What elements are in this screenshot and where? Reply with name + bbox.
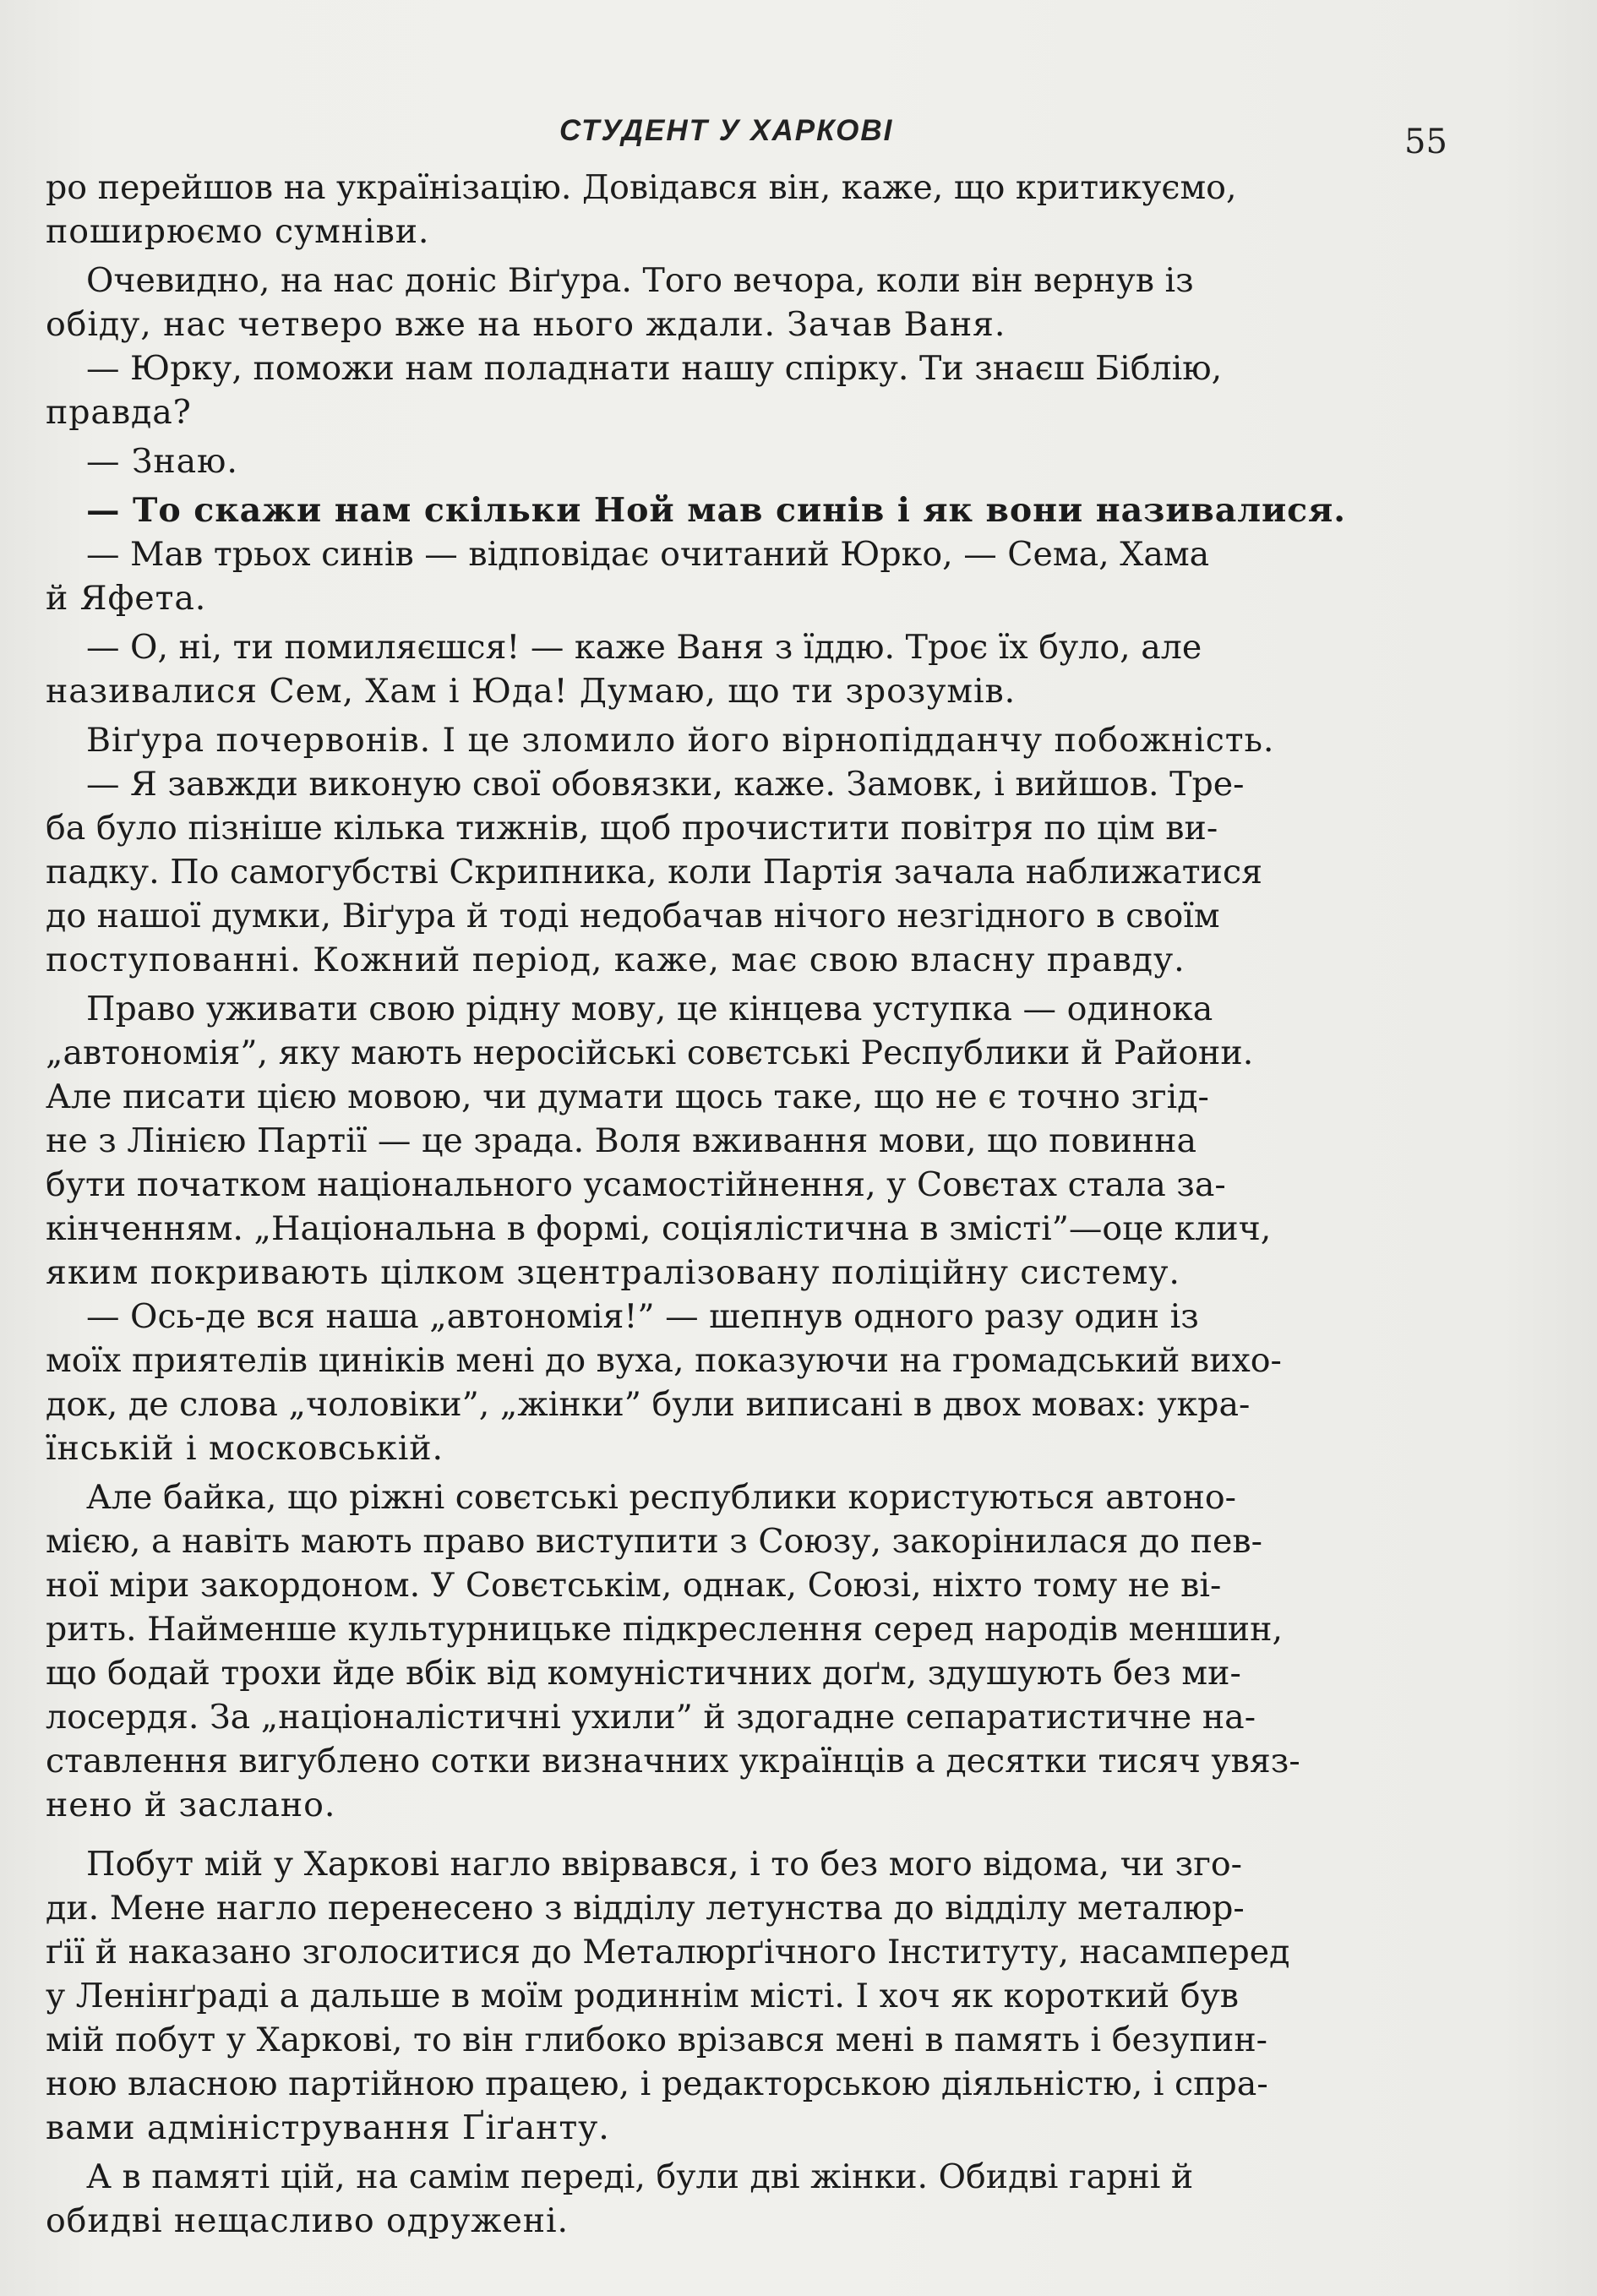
text-line: поступованні. Кожний період, каже, має свою власну правду. (46, 941, 1185, 979)
text-line: ди. Мене нагло перенесено з відділу летунства до відділу металюр- (46, 1889, 1245, 1928)
text-line: поширюємо сумніви. (46, 212, 430, 251)
text-line: — Ось-де вся наша „автономія!” — шепнув одного разу один із (86, 1297, 1199, 1336)
text-line: ґії й наказано зголоситися до Металюрґічного Інституту, насамперед (46, 1933, 1290, 1972)
text-line: називалися Сем, Хам і Юда! Думаю, що ти зрозумів. (46, 672, 1017, 711)
text-line: — Я завжди виконую свої обовязки, каже. Замовк, і вийшов. Тре- (86, 765, 1245, 804)
text-line: вами адміністрування Ґіґанту. (46, 2108, 610, 2147)
text-line: рить. Найменше культурницьке підкреслення серед народів меншин, (46, 1610, 1284, 1649)
text-line: — Юрку, поможи нам поладнати нашу спірку. Ти знаєш Біблію, (86, 349, 1223, 388)
text-line: й Яфета. (46, 579, 207, 618)
text-line: мією, а навіть мають право виступити з Союзу, закорінилася до пев- (46, 1522, 1262, 1561)
text-line: — Мав трьох синів — відповідає очитаний Юрко, — Сема, Хама (86, 535, 1210, 574)
text-line: док, де слова „чоловіки”, „жінки” були виписані в двох мовах: укра- (46, 1385, 1251, 1424)
text-line: ро перейшов на українізацію. Довідався він, каже, що критикуємо, (46, 168, 1237, 207)
text-line: не з Лінією Партії — це зрада. Воля вживання мови, що повинна (46, 1121, 1196, 1160)
text-line: Право уживати свою рідну мову, це кінцева уступка — одинока (86, 990, 1213, 1028)
text-line: ставлення вигублено сотки визначних українців а десятки тисяч увяз- (46, 1742, 1300, 1781)
text-line: — О, ні, ти помиляєшся! — каже Ваня з їддю. Троє їх було, але (86, 628, 1202, 667)
text-line: „автономія”, яку мають неросійські совєтські Республики й Райони. (46, 1033, 1254, 1072)
text-line: моїх приятелів циніків мені до вуха, показуючи на громадський вихо- (46, 1341, 1282, 1380)
text-line: Але байка, що ріжні совєтські республики користуються автоно- (86, 1478, 1237, 1517)
page-number: 55 (1404, 123, 1447, 161)
text-line: яким покривають цілком зцентралізовану поліційну систему. (46, 1253, 1180, 1292)
text-line: ної міри закордоном. У Совєтськім, однак, Союзі, ніхто тому не ві- (46, 1566, 1222, 1605)
body-text (46, 166, 1440, 2243)
text-line: кінченням. „Національна в формі, соціялістична в змісті”—оце клич, (46, 1209, 1272, 1248)
running-title: СТУДЕНТ У ХАРКОВІ (559, 114, 894, 147)
text-line: обидві нещасливо одружені. (46, 2201, 569, 2240)
text-line: їнській і московській. (46, 1429, 444, 1468)
text-line: падку. По самогубстві Скрипника, коли Партія зачала наближатися (46, 853, 1262, 892)
text-line: Очевидно, на нас доніс Віґура. Того вечора, коли він вернув із (86, 261, 1194, 300)
text-line: що бодай трохи йде вбік від комуністичних доґм, здушують без ми- (46, 1654, 1241, 1693)
text-line: обіду, нас четверо вже на нього ждали. Зачав Ваня. (46, 305, 1006, 344)
text-line: правда? (46, 393, 192, 432)
text-line: Віґура почервонів. І це зломило його вірнопідданчу побожність. (86, 721, 1275, 760)
text-line: лосердя. За „націоналістичні ухили” й здогадне сепаратистичне на- (46, 1698, 1256, 1737)
text-line: А в памяті цій, на самім переді, були дві жінки. Обидві гарні й (86, 2157, 1194, 2196)
page-header (0, 114, 1597, 165)
text-line: ба було пізніше кілька тижнів, щоб прочистити повітря по цім ви- (46, 809, 1218, 848)
text-line: до нашої думки, Віґура й тоді недобачав нічого незгідного в своїм (46, 897, 1220, 935)
text-line: бути початком національного усамостійнення, у Совєтах стала за- (46, 1165, 1226, 1204)
text-line: — То скажи нам скільки Ной мав синів і як вони називалися. (86, 491, 1346, 530)
text-line: мій побут у Харкові, то він глибоко врізався мені в память і безупин- (46, 2021, 1268, 2059)
text-line: Побут мій у Харкові нагло ввірвався, і то без мого відома, чи зго- (86, 1845, 1243, 1884)
text-line: у Ленінґраді а дальше в моїм родиннім місті. І хоч як короткий був (46, 1977, 1240, 2015)
text-line: нено й заслано. (46, 1786, 336, 1824)
text-line: Але писати цією мовою, чи думати щось таке, що не є точно згід- (46, 1077, 1209, 1116)
text-line: ною власною партійною працею, і редакторською діяльністю, і спра- (46, 2064, 1268, 2103)
text-line: — Знаю. (86, 442, 238, 481)
